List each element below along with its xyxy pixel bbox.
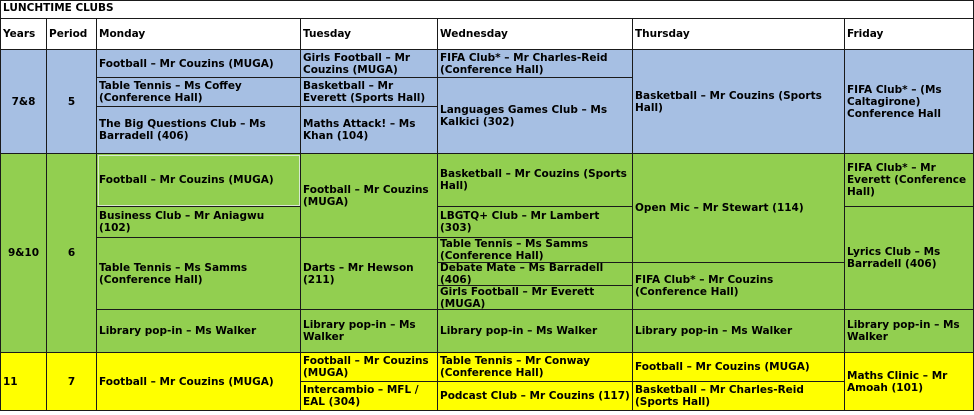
header-monday: Monday (97, 19, 301, 50)
period-cell: 6 (47, 154, 97, 353)
header-tuesday: Tuesday (301, 19, 438, 50)
club-cell: Intercambio – MFL / EAL (304) (301, 382, 438, 411)
club-cell: Podcast Club – Mr Couzins (117) (438, 382, 633, 411)
club-cell: Open Mic – Mr Stewart (114) (633, 154, 845, 263)
club-cell: FIFA Club* – (Ms Caltagirone) Conference Hall (845, 50, 974, 154)
club-cell: LBGTQ+ Club – Mr Lambert (303) (438, 207, 633, 238)
club-cell: Football – Mr Couzins (MUGA) (97, 353, 301, 411)
club-cell: Football – Mr Couzins (MUGA) (301, 353, 438, 382)
club-cell: FIFA Club* – Mr Couzins (Conference Hall) (633, 263, 845, 310)
club-cell: Maths Clinic – Mr Amoah (101) (845, 353, 974, 411)
years-cell: 9&10 (0, 154, 47, 353)
club-cell: Football – Mr Couzins (MUGA) (301, 154, 438, 238)
club-cell: Debate Mate – Ms Barradell (406) (438, 263, 633, 286)
selected-cell[interactable]: Football – Mr Couzins (MUGA) (97, 154, 301, 207)
club-cell: Football – Mr Couzins (MUGA) (633, 353, 845, 382)
header-thursday: Thursday (633, 19, 845, 50)
club-cell: Table Tennis – Ms Coffey (Conference Hall) (97, 78, 301, 107)
club-cell: Basketball – Mr Couzins (Sports Hall) (633, 50, 845, 154)
club-cell: Darts – Mr Hewson (211) (301, 238, 438, 310)
club-cell: Business Club – Mr Aniagwu (102) (97, 207, 301, 238)
club-cell: Table Tennis – Mr Conway (Conference Hall) (438, 353, 633, 382)
club-cell: The Big Questions Club – Ms Barradell (406) (97, 107, 301, 154)
club-cell: Basketball – Mr Couzins (Sports Hall) (438, 154, 633, 207)
club-cell: Library pop-in – Ms Walker (845, 310, 974, 353)
timetable-title: LUNCHTIME CLUBS (0, 0, 974, 19)
club-cell: Lyrics Club – Ms Barradell (406) (845, 207, 974, 310)
period-cell: 7 (47, 353, 97, 411)
years-cell: 7&8 (0, 50, 47, 154)
club-cell: Girls Football – Mr Couzins (MUGA) (301, 50, 438, 78)
header-period: Period (47, 19, 97, 50)
header-years: Years (0, 19, 47, 50)
club-cell: Languages Games Club – Ms Kalkici (302) (438, 78, 633, 154)
club-cell: Library pop-in – Ms Walker (633, 310, 845, 353)
club-cell: Library pop-in – Ms Walker (301, 310, 438, 353)
years-cell: 11 (0, 353, 47, 411)
club-cell: Library pop-in – Ms Walker (438, 310, 633, 353)
period-cell: 5 (47, 50, 97, 154)
club-cell: Football – Mr Couzins (MUGA) (97, 50, 301, 78)
club-cell: Basketball – Mr Everett (Sports Hall) (301, 78, 438, 107)
header-friday: Friday (845, 19, 974, 50)
club-cell: FIFA Club* – Mr Charles-Reid (Conference Hall) (438, 50, 633, 78)
club-cell: Basketball – Mr Charles-Reid (Sports Hall) (633, 382, 845, 411)
club-cell: Table Tennis – Ms Samms (Conference Hall) (438, 238, 633, 263)
club-cell: Maths Attack! – Ms Khan (104) (301, 107, 438, 154)
club-cell: Girls Football – Mr Everett (MUGA) (438, 286, 633, 310)
club-cell: Library pop-in – Ms Walker (97, 310, 301, 353)
club-cell: FIFA Club* – Mr Everett (Conference Hall) (845, 154, 974, 207)
header-wednesday: Wednesday (438, 19, 633, 50)
club-cell: Table Tennis – Ms Samms (Conference Hall) (97, 238, 301, 310)
